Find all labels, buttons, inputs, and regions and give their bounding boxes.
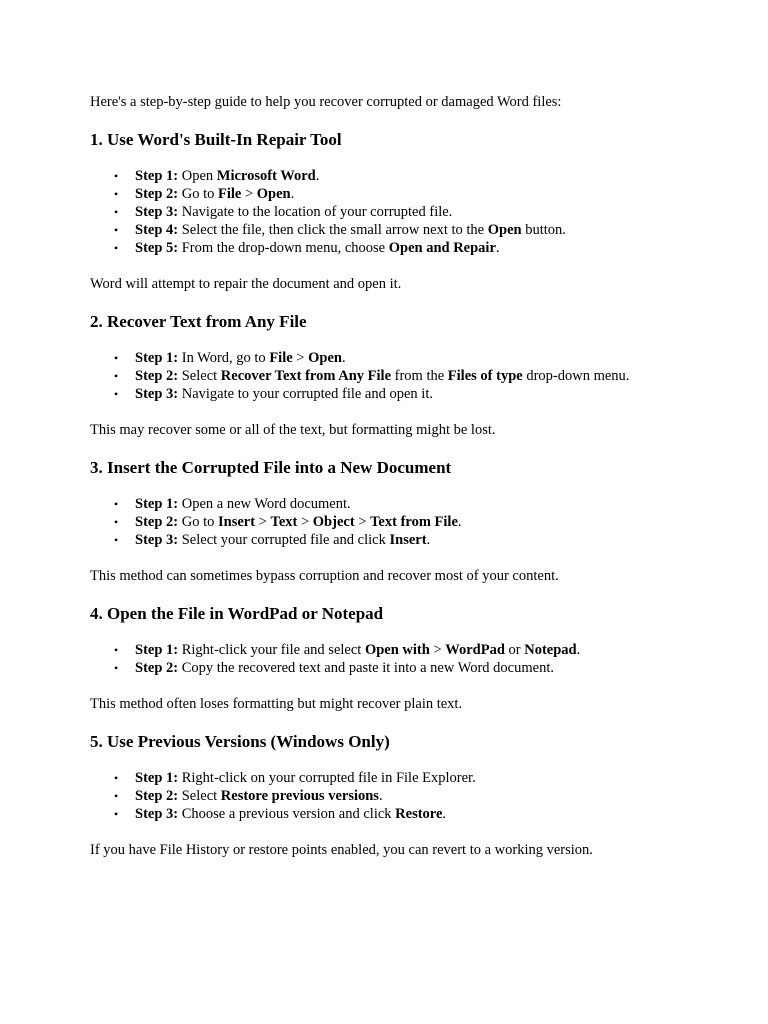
step-text-bold: File xyxy=(217,186,242,202)
step-item xyxy=(114,167,750,185)
step-text-bold: Step 3: xyxy=(135,532,179,548)
step-text-bold: Text from File xyxy=(370,514,458,530)
step-text: . xyxy=(576,642,581,658)
step-text: > xyxy=(354,514,371,530)
section-note: This may recover some or all of the text, but formatting might be lost. xyxy=(90,422,496,438)
section-heading: 1. Use Word's Built-In Repair Tool xyxy=(90,130,342,149)
step-text-bold: Recover Text from Any File xyxy=(220,368,392,384)
step-text: . xyxy=(290,186,295,202)
step-item xyxy=(114,185,750,203)
section-heading: 3. Insert the Corrupted File into a New Document xyxy=(90,458,452,477)
section-note: If you have File History or restore points enabled, you can revert to a working version. xyxy=(90,842,593,858)
step-text: > xyxy=(297,514,313,530)
bullet-icon: • xyxy=(114,661,119,675)
step-item xyxy=(114,531,750,549)
intro-paragraph: Here's a step-by-step guide to help you recover corrupted or damaged Word files: xyxy=(90,94,562,110)
bullet-icon: • xyxy=(114,643,119,657)
step-list xyxy=(90,769,750,823)
step-item xyxy=(114,367,750,385)
step-item xyxy=(114,495,750,513)
step-text: Select xyxy=(178,368,221,384)
bullet-icon: • xyxy=(114,497,119,511)
step-item xyxy=(114,385,750,403)
step-text: Navigate to your corrupted file and open it. xyxy=(178,386,433,402)
step-text: Right-click on your corrupted file in File Explorer. xyxy=(178,770,476,786)
step-text: . xyxy=(457,514,462,530)
step-text: > xyxy=(255,514,271,530)
step-text: drop-down menu. xyxy=(522,368,630,384)
step-list xyxy=(90,641,750,677)
step-text: > xyxy=(429,642,446,658)
step-text-bold: Step 3: xyxy=(135,806,179,822)
step-text-bold: Step 3: xyxy=(135,386,179,402)
step-text-bold: Step 1: xyxy=(135,168,179,184)
step-item xyxy=(114,221,750,239)
bullet-icon: • xyxy=(114,387,119,401)
step-text: Right-click your file and select xyxy=(178,642,365,658)
step-text-bold: Microsoft Word xyxy=(216,168,316,184)
step-text: from the xyxy=(391,368,448,384)
bullet-icon: • xyxy=(114,205,119,219)
step-text: > xyxy=(292,350,309,366)
step-text-bold: Step 2: xyxy=(135,788,179,804)
step-text-bold: Step 2: xyxy=(135,514,179,530)
section-heading: 2. Recover Text from Any File xyxy=(90,312,307,331)
step-text: From the drop-down menu, choose xyxy=(178,240,389,256)
step-text-bold: Step 1: xyxy=(135,496,179,512)
step-item xyxy=(114,805,750,823)
bullet-icon: • xyxy=(114,789,119,803)
step-text: Open a new Word document. xyxy=(178,496,351,512)
step-text-bold: Restore xyxy=(395,806,443,822)
step-text-bold: Step 1: xyxy=(135,770,179,786)
bullet-icon: • xyxy=(114,807,119,821)
step-text: . xyxy=(341,350,346,366)
step-text-bold: Restore previous versions xyxy=(220,788,379,804)
step-item xyxy=(114,787,750,805)
step-list xyxy=(90,495,750,549)
step-text-bold: Step 1: xyxy=(135,642,179,658)
step-text-bold: File xyxy=(269,350,293,366)
step-text: Select your corrupted file and click xyxy=(178,532,390,548)
step-text: . xyxy=(426,532,431,548)
step-text: Copy the recovered text and paste it into a new Word document. xyxy=(178,660,554,676)
step-text-bold: Step 2: xyxy=(135,660,179,676)
step-text: Select the file, then click the small arrow next to the xyxy=(178,222,488,238)
bullet-icon: • xyxy=(114,771,119,785)
step-text: > xyxy=(241,186,257,202)
step-text: Choose a previous version and click xyxy=(178,806,396,822)
step-list xyxy=(90,167,750,257)
step-text-bold: Step 2: xyxy=(135,186,179,202)
step-item xyxy=(114,349,750,367)
step-list xyxy=(90,349,750,403)
step-text: button. xyxy=(521,222,566,238)
step-text-bold: Step 3: xyxy=(135,204,179,220)
bullet-icon: • xyxy=(114,533,119,547)
step-text-bold: WordPad xyxy=(445,642,505,658)
step-text: Navigate to the location of your corrupted file. xyxy=(178,204,453,220)
step-text: Go to xyxy=(178,186,218,202)
bullet-icon: • xyxy=(114,187,119,201)
step-text: In Word, go to xyxy=(178,350,270,366)
sections-container xyxy=(90,130,750,859)
step-text-bold: Insert xyxy=(217,514,256,530)
bullet-icon: • xyxy=(114,169,119,183)
document-body xyxy=(90,93,750,878)
section-note: This method often loses formatting but might recover plain text. xyxy=(90,696,463,712)
step-text-bold: Open xyxy=(308,350,342,366)
step-text-bold: Step 1: xyxy=(135,350,179,366)
bullet-icon: • xyxy=(114,369,119,383)
step-text-bold: Text xyxy=(270,514,298,530)
step-text-bold: Open xyxy=(256,186,291,202)
bullet-icon: • xyxy=(114,241,119,255)
bullet-icon: • xyxy=(114,223,119,237)
step-text-bold: Open xyxy=(487,222,522,238)
step-item xyxy=(114,659,750,677)
step-text-bold: Object xyxy=(312,514,355,530)
section-heading: 5. Use Previous Versions (Windows Only) xyxy=(90,732,390,751)
step-text: Open xyxy=(178,168,217,184)
step-text: . xyxy=(442,806,447,822)
step-text-bold: Notepad xyxy=(524,642,577,658)
step-item xyxy=(114,513,750,531)
step-text-bold: Open and Repair xyxy=(388,240,496,256)
step-text: . xyxy=(315,168,320,184)
step-text-bold: Step 5: xyxy=(135,240,179,256)
section-note: Word will attempt to repair the document and open it. xyxy=(90,276,402,292)
step-text: Go to xyxy=(178,514,218,530)
step-text: . xyxy=(378,788,383,804)
section-heading: 4. Open the File in WordPad or Notepad xyxy=(90,604,384,623)
step-item xyxy=(114,641,750,659)
step-text-bold: Step 4: xyxy=(135,222,179,238)
step-text: Select xyxy=(178,788,221,804)
bullet-icon: • xyxy=(114,351,119,365)
step-item xyxy=(114,769,750,787)
bullet-icon: • xyxy=(114,515,119,529)
step-text-bold: Insert xyxy=(389,532,427,548)
step-item xyxy=(114,239,750,257)
step-item xyxy=(114,203,750,221)
step-text-bold: Step 2: xyxy=(135,368,179,384)
step-text: . xyxy=(495,240,500,256)
step-text-bold: Open with xyxy=(364,642,430,658)
step-text: or xyxy=(504,642,525,658)
section-note: This method can sometimes bypass corruption and recover most of your content. xyxy=(90,568,559,584)
step-text-bold: Files of type xyxy=(447,368,523,384)
